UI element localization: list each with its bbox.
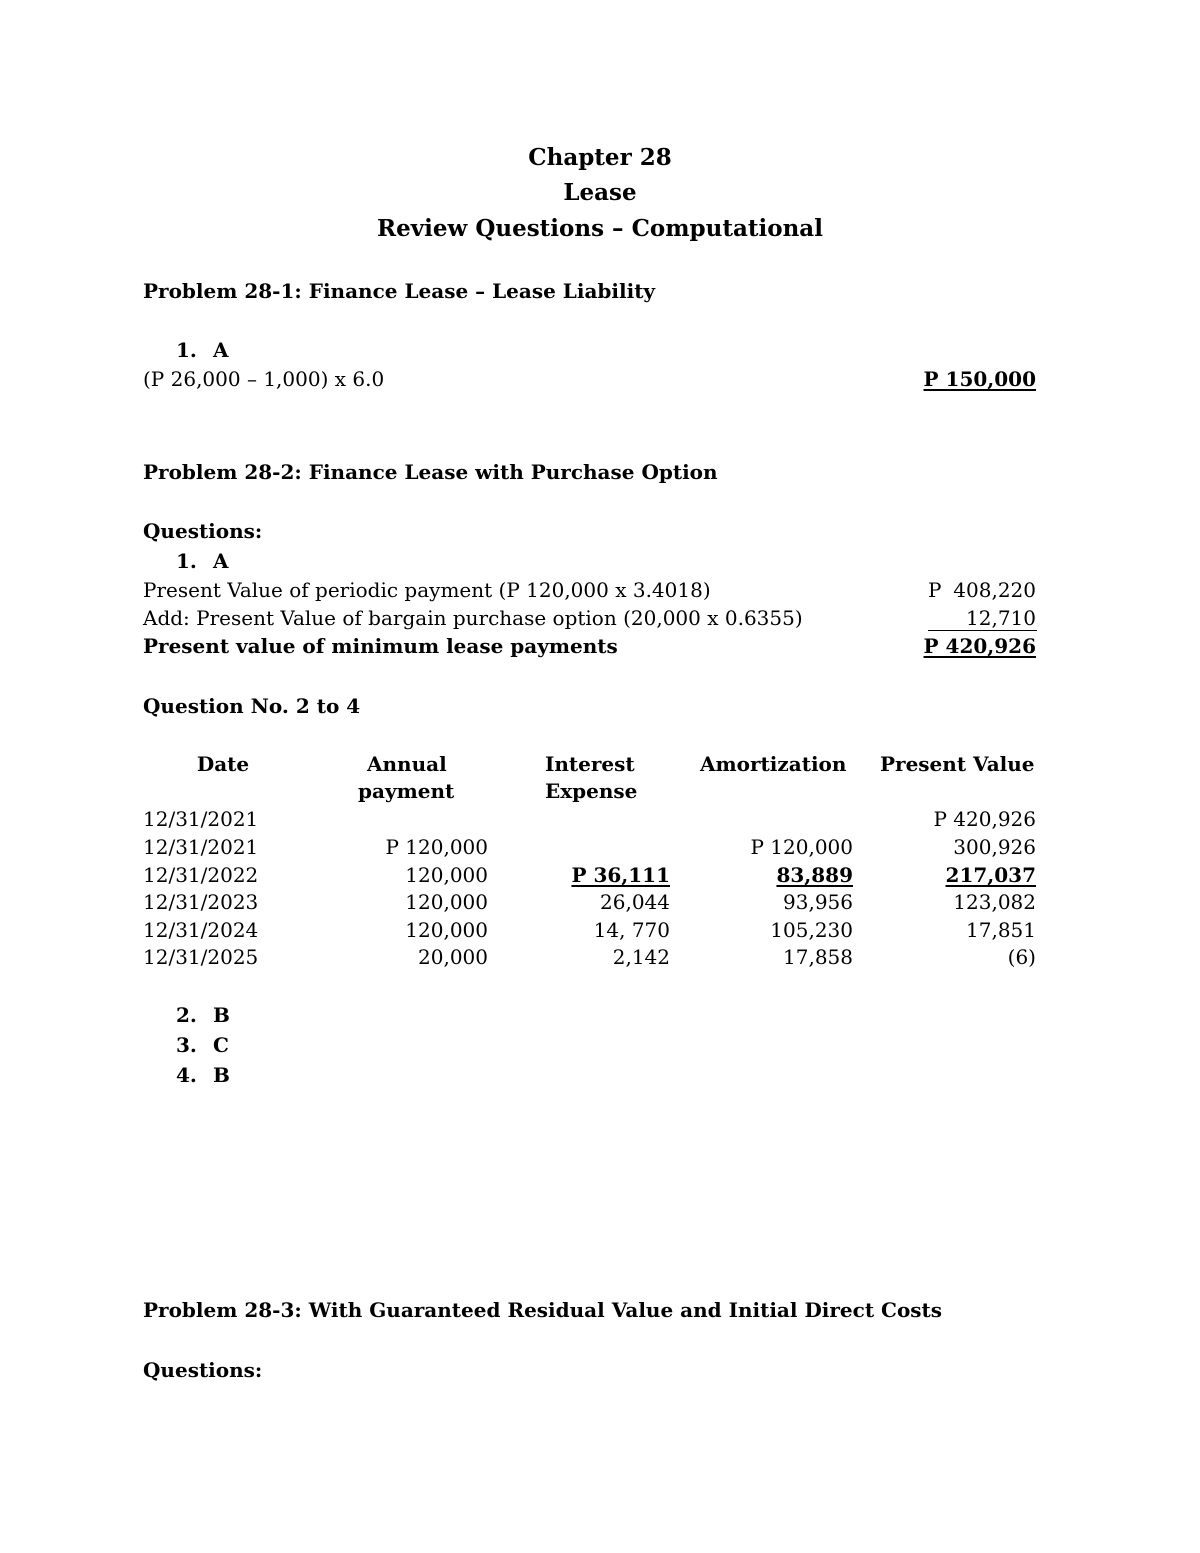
problem-2-heading: Problem 28-2: Finance Lease with Purchase Option [143,460,718,484]
cell-amortization: 83,889 [776,863,853,887]
cell-amortization: 93,956 [783,890,853,914]
table-row [0,947,1200,975]
col-header-expense: Expense [545,779,638,803]
problem-3-questions-label: Questions: [143,1358,263,1382]
cell-present-value: 300,926 [953,835,1036,859]
cell-date: 12/31/2025 [143,945,259,969]
problem-1-heading: Problem 28-1: Finance Lease – Lease Liability [143,279,656,303]
cell-present-value: P 420,926 [933,807,1036,831]
cell-interest: 2,142 [612,945,670,969]
problem-1-result: P 150,000 [923,367,1036,391]
pv-bargain-option-label: Add: Present Value of bargain purchase option (20,000 x 0.6355) [143,606,803,630]
cell-amortization: 105,230 [770,918,853,942]
table-row [0,920,1200,948]
answer-4-letter: B [213,1063,230,1087]
subtotal-underline [928,630,1037,631]
cell-interest: 14, 770 [593,918,670,942]
cell-payment: 120,000 [405,863,488,887]
answer-3-number: 3. [176,1033,197,1057]
question-2-to-4-label: Question No. 2 to 4 [143,694,361,718]
cell-present-value: 217,037 [945,863,1036,887]
answer-2-letter: B [213,1003,230,1027]
table-row [0,837,1200,865]
pv-periodic-payment-value: 408,220 [953,578,1036,602]
cell-date: 12/31/2021 [143,807,259,831]
cell-date: 12/31/2023 [143,890,259,914]
cell-present-value: 123,082 [953,890,1036,914]
col-header-present-value: Present Value [880,752,1035,776]
chapter-topic: Lease [563,179,637,206]
chapter-title: Chapter 28 [528,144,672,171]
col-header-interest: Interest [545,752,635,776]
cell-amortization: 17,858 [783,945,853,969]
cell-payment: 120,000 [405,918,488,942]
problem-3-heading: Problem 28-3: With Guaranteed Residual Value and Initial Direct Costs [143,1298,943,1322]
pv-periodic-payment-label: Present Value of periodic payment (P 120,000 x 3.4018) [143,578,711,602]
answer-4-number: 4. [176,1063,197,1087]
pv-minimum-lease-value: P 420,926 [923,634,1036,658]
cell-interest: 26,044 [600,890,670,914]
problem-1-answer-number: 1. [176,338,197,362]
col-header-amortization: Amortization [700,752,847,776]
table-row [0,809,1200,837]
cell-amortization: P 120,000 [750,835,853,859]
cell-payment: 120,000 [405,890,488,914]
problem-2-answer-1-letter: A [213,549,229,573]
answer-2-number: 2. [176,1003,197,1027]
cell-date: 12/31/2022 [143,863,259,887]
cell-payment: 20,000 [418,945,488,969]
cell-payment: P 120,000 [385,835,488,859]
col-header-date: Date [196,752,250,776]
col-header-payment: payment [358,779,455,803]
problem-1-answer-letter: A [213,338,229,362]
cell-date: 12/31/2024 [143,918,259,942]
problem-2-answer-1-number: 1. [176,549,197,573]
chapter-subtitle: Review Questions – Computational [377,215,823,242]
cell-present-value: (6) [1007,945,1036,969]
table-row [0,892,1200,920]
cell-interest: P 36,111 [571,863,670,887]
cell-present-value: 17,851 [966,918,1036,942]
pv-bargain-option-value: 12,710 [966,606,1036,630]
problem-2-questions-label: Questions: [143,519,263,543]
pv-periodic-payment-prefix: P [928,578,942,602]
pv-minimum-lease-label: Present value of minimum lease payments [143,634,618,658]
problem-1-computation: (P 26,000 – 1,000) x 6.0 [143,367,385,391]
cell-date: 12/31/2021 [143,835,259,859]
table-row [0,865,1200,893]
answer-3-letter: C [213,1033,229,1057]
col-header-annual: Annual [367,752,447,776]
